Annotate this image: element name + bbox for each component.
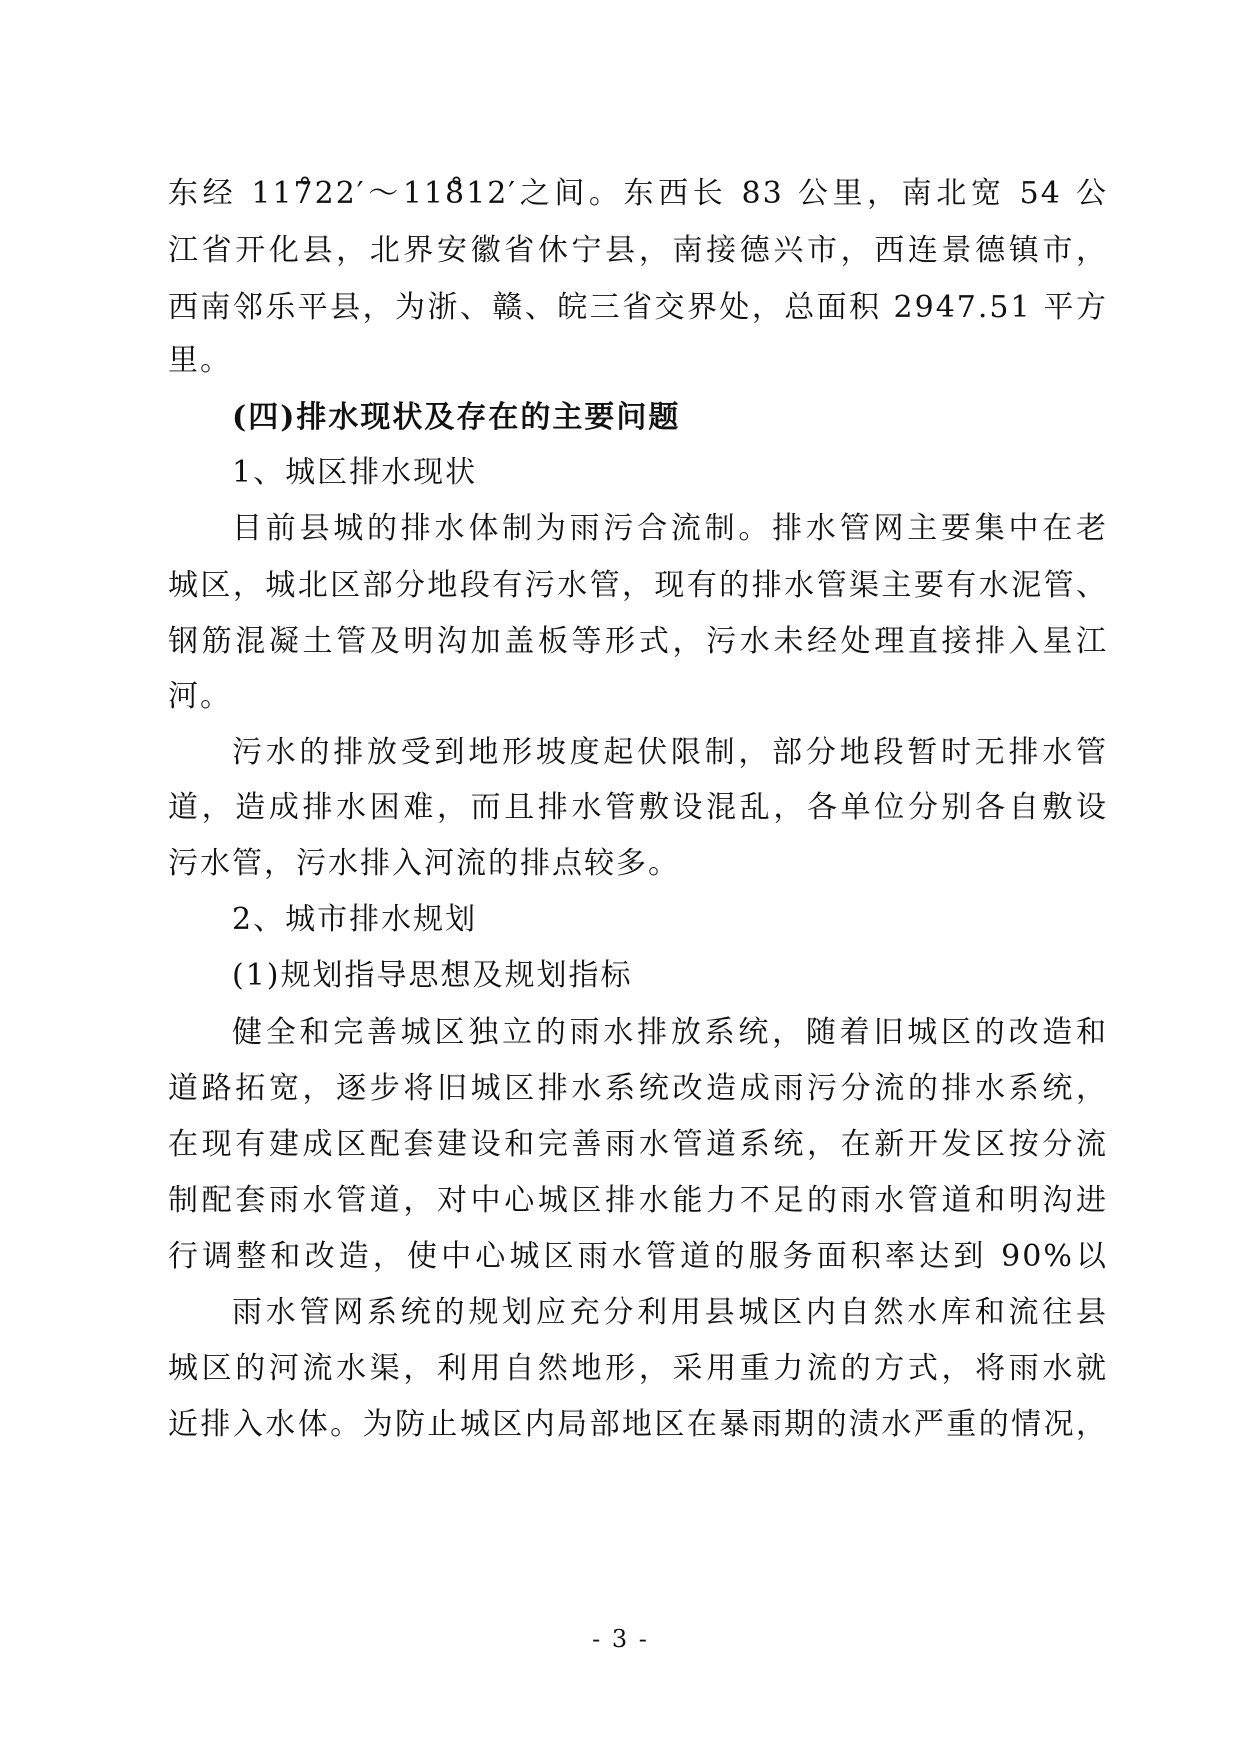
subsection-heading: 2、城市排水规划 — [232, 902, 478, 937]
section-heading: (四)排水现状及存在的主要问题 — [232, 400, 681, 435]
body-text-line: 东经 117̊22′～118̊12′之间。东西长 83 公里，南北宽 54 公 — [168, 176, 1108, 211]
subsection-heading: 1、城区排水现状 — [232, 455, 478, 490]
subsection-heading: (1)规划指导思想及规划指标 — [232, 958, 633, 993]
body-text-line: 健全和完善城区独立的雨水排放系统，随着旧城区的改造和 — [232, 1015, 1108, 1050]
body-text-line: 城区，城北区部分地段有污水管，现有的排水管渠主要有水泥管、 — [168, 568, 1108, 603]
body-text-line: 制配套雨水管道，对中心城区排水能力不足的雨水管道和明沟进 — [168, 1183, 1108, 1218]
body-text-line: 道，造成排水困难，而且排水管敷设混乱，各单位分别各自敷设 — [168, 790, 1108, 825]
body-text-line: 江省开化县，北界安徽省休宁县，南接德兴市，西连景德镇市， — [168, 233, 1108, 268]
body-text-line: 目前县城的排水体制为雨污合流制。排水管网主要集中在老 — [232, 511, 1108, 546]
body-text-line: 城区的河流水渠，利用自然地形，采用重力流的方式，将雨水就 — [168, 1351, 1108, 1386]
body-text-line: 钢筋混凝土管及明沟加盖板等形式，污水未经处理直接排入星江 — [168, 624, 1108, 659]
body-text-line: 污水的排放受到地形坡度起伏限制，部分地段暂时无排水管 — [232, 735, 1108, 770]
page-number: - 3 - — [592, 1625, 649, 1653]
body-text-line: 行调整和改造，使中心城区雨水管道的服务面积率达到 90%以 — [168, 1239, 1108, 1274]
body-text-line: 雨水管网系统的规划应充分利用县城区内自然水库和流往县 — [232, 1295, 1108, 1330]
body-text-line: 污水管，污水排入河流的排点较多。 — [168, 846, 680, 881]
body-text-line: 在现有建成区配套建设和完善雨水管道系统，在新开发区按分流 — [168, 1127, 1108, 1162]
body-text-line: 河。 — [168, 679, 232, 714]
body-text-line: 西南邻乐平县，为浙、赣、皖三省交界处，总面积 2947.51 平方 — [168, 290, 1108, 325]
body-text-line: 近排入水体。为防止城区内局部地区在暴雨期的渍水严重的情况， — [168, 1407, 1108, 1442]
body-text-line: 里。 — [168, 343, 232, 378]
body-text-line: 道路拓宽，逐步将旧城区排水系统改造成雨污分流的排水系统， — [168, 1071, 1108, 1106]
